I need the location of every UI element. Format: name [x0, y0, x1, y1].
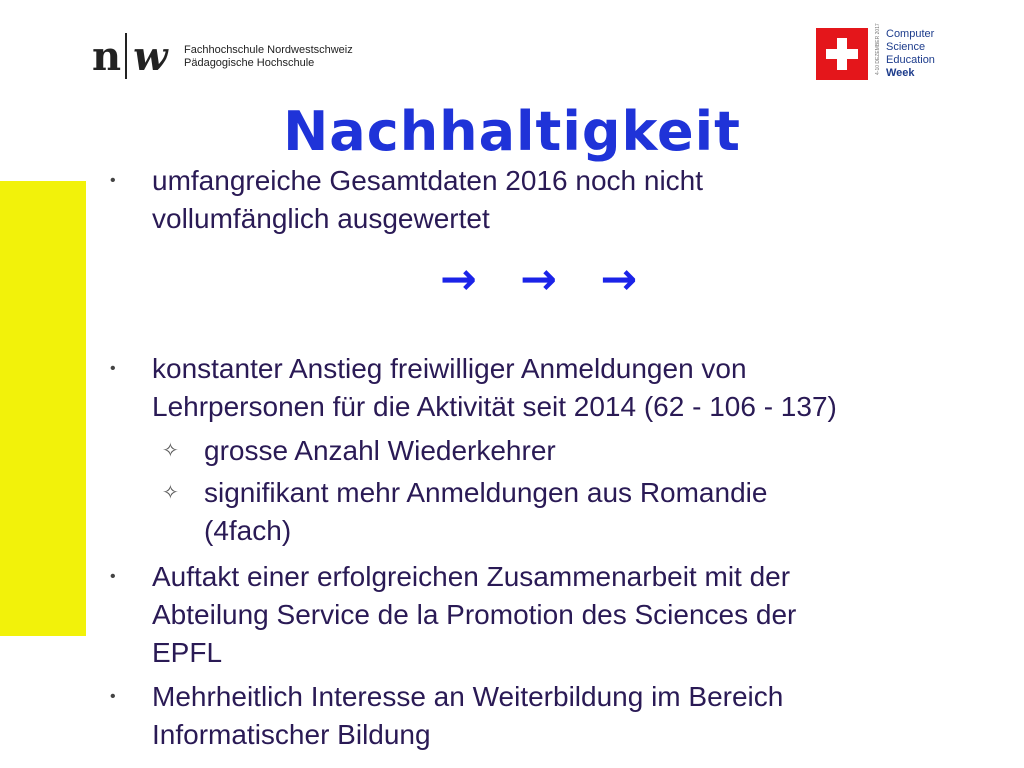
event-name-line4: Week: [886, 67, 915, 79]
sparkle-bullet-icon: ✧: [162, 440, 179, 462]
slide-title: Nachhaltigkeit: [283, 100, 741, 163]
sparkle-bullet-icon: ✧: [162, 482, 179, 504]
bullet-text-line: vollumfänglich ausgewertet: [152, 203, 490, 234]
logo-w: w: [133, 32, 168, 80]
event-date-text: 4-10 DEZEMBER 2017: [875, 23, 881, 75]
school-name: [184, 44, 353, 70]
event-name-line2: Science: [886, 41, 926, 53]
event-name-line3: Education: [886, 54, 935, 66]
event-name-line1: Computer: [886, 28, 935, 40]
sub-bullet-text-line: signifikant mehr Anmeldungen aus Romandie: [204, 477, 768, 508]
bullet-text-line: EPFL: [152, 637, 223, 668]
logo-divider: [125, 33, 127, 79]
bullet-dot-icon: •: [110, 172, 116, 189]
event-name: [886, 28, 935, 80]
sub-bullet-text-line: (4fach): [204, 515, 292, 546]
yellow-accent-bar: [0, 181, 86, 636]
bullet-text-line: Auftakt einer erfolgreichen Zusammenarbeit mit der: [152, 561, 791, 592]
school-name-line2: Pädagogische Hochschule: [184, 57, 315, 69]
bullet-text-line: Informatischer Bildung: [152, 719, 431, 750]
school-name-line1: Fachhochschule Nordwestschweiz: [184, 44, 353, 56]
bullet-dot-icon: •: [110, 568, 116, 585]
bullet-text-line: umfangreiche Gesamtdaten 2016 noch nicht: [152, 165, 704, 196]
bullet-text-line: Abteilung Service de la Promotion des Sciences der: [152, 599, 797, 630]
event-date: [872, 23, 882, 80]
fhnw-logo: [92, 34, 168, 78]
bullet-text-line: Mehrheitlich Interesse an Weiterbildung im Bereich: [152, 681, 784, 712]
swiss-cross-icon: [816, 28, 868, 80]
bullet-text-line: konstanter Anstieg freiwilliger Anmeldungen von: [152, 353, 747, 384]
csew-logo: [816, 23, 935, 82]
arrow-right-icons: → → →: [440, 254, 652, 305]
bullet-dot-icon: •: [110, 688, 116, 705]
logo-n: n: [92, 32, 122, 80]
sub-bullet-text-line: grosse Anzahl Wiederkehrer: [204, 435, 556, 466]
bullet-dot-icon: •: [110, 360, 116, 377]
bullet-text-line: Lehrpersonen für die Aktivität seit 2014 (62 - 106 - 137): [152, 391, 837, 422]
